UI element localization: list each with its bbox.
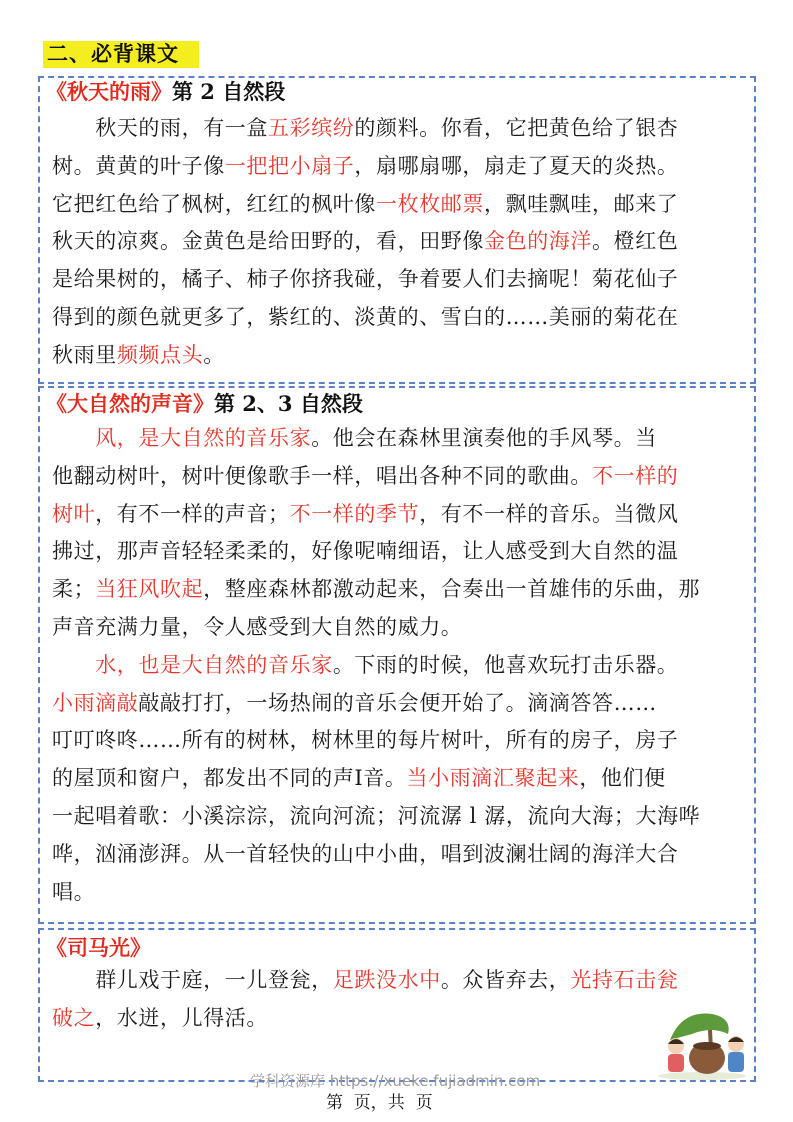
highlighted-phrase: 一把把小扇子 [224,153,355,178]
passage-2-line [52,802,700,830]
passage-2-line [52,462,678,490]
line-text: ，有不一样的音乐。当微风 [419,501,679,526]
highlighted-phrase: 小雨滴敲 [52,690,139,715]
highlighted-phrase: 金色的海洋 [484,229,592,254]
passage-1-line [52,303,678,331]
highlighted-phrase: 一枚枚邮票 [376,191,484,216]
highlighted-phrase: 光持石击瓮 [570,968,679,992]
highlighted-phrase: 当小雨滴汇聚起来 [406,766,580,791]
line-text: ，整座森林都激动起来，合奏出一首雄伟的乐曲，那 [203,577,701,602]
highlighted-phrase: 不一样的季节 [289,501,420,526]
passage-1-line [52,114,678,142]
passage-title-text: 《司马光》 [46,935,151,960]
line-text: 的颜料。你看，它把黄色给了银杏 [354,116,679,140]
line-text: 柔； [52,577,96,602]
line-text: 。橙红色 [592,229,679,254]
highlighted-phrase: 破之 [52,1005,96,1030]
passage-title-suffix: 第 2 自然段 [172,79,286,104]
passage-title-1 [46,78,285,106]
passage-2-line [52,689,657,717]
line-text: 。下雨的时候，他喜欢玩打击乐器。 [332,652,679,677]
passage-2-line [52,764,666,792]
passage-2-line [52,878,95,906]
line-text: 秋天的凉爽。金黄色是给田野的，看，田野像 [52,229,484,254]
footer-page-number: 第 页，共 页 [326,1093,433,1113]
section-header: 二、必背课文 [47,41,179,66]
line-text: 。 [203,342,225,367]
line-text: 。众皆弃去， [440,968,571,992]
line-text: 哗，汹涌澎湃。从一首轻快的山中小曲，唱到波澜壮阔的海洋大合 [52,841,679,866]
passage-title-text: 《秋天的雨》 [46,79,172,104]
highlighted-phrase: 不一样的 [592,463,679,488]
passage-2-line [52,575,700,603]
highlighted-phrase: 当狂风吹起 [95,577,204,602]
passage-1-line [52,227,678,255]
line-text: 秋天的雨，有一盒 [52,116,268,140]
passage-2-line [52,500,678,528]
highlighted-phrase: 树叶 [52,501,96,526]
line-text [52,426,95,450]
passage-1-line [52,190,678,218]
passage-2-line [52,840,678,868]
children-illustration-icon [652,1000,752,1080]
line-text: 得到的颜色就更多了，紫红的、淡黄的、雪白的……美丽的菊花在 [52,305,679,329]
line-text: ，水迸，儿得活。 [95,1005,269,1030]
passage-title-text: 《大自然的声音》 [46,391,214,416]
passage-2-line [52,726,678,754]
line-text: 群儿戏于庭，一儿登瓮， [52,968,333,992]
line-text: 敲敲打打，一场热闹的音乐会便开始了。滴滴答答…… [138,690,657,715]
passage-2-line [52,537,678,565]
passage-title-suffix: 第 2、3 自然段 [214,391,363,416]
passage-title-3 [46,934,151,962]
line-text: ，他们便 [579,766,666,791]
highlighted-phrase: 频频点头 [116,342,204,367]
line-text [52,653,95,677]
passage-2-line [52,613,462,641]
line-text: 是给果树的，橘子、柿子你挤我碰，争着要人们去摘呢！菊花仙子 [52,267,679,292]
highlighted-phrase: 五彩缤纷 [268,116,355,140]
footer-site: 学科资源库 https://xueke.fujiadmin.com [250,1072,541,1090]
line-text: ，扇哪扇哪，扇走了夏天的炎热。 [354,153,679,178]
highlighted-phrase: 风，是大自然的音乐家 [95,426,312,450]
passage-3-line [52,966,678,994]
highlighted-phrase: 水，也是大自然的音乐家 [95,652,333,677]
passage-2-line [52,424,657,452]
line-text: 的屋顶和窗户，都发出不同的声Ⅰ音。 [52,766,407,791]
line-text: 唱。 [52,879,96,904]
passage-1-line [52,265,678,293]
line-text: 秋雨里 [52,342,117,367]
passage-title-2 [46,390,363,418]
highlighted-phrase: 足跌没水中 [332,968,441,992]
line-text: 。他会在森林里演奏他的手风琴。当 [311,426,657,450]
line-text: 树。黄黄的叶子像 [52,153,225,178]
line-text: 声音充满力量，令人感受到大自然的威力。 [52,615,463,639]
passage-3-line [52,1004,268,1032]
passage-1-line [52,152,678,180]
passage-1-line [52,341,225,369]
line-text: 他翻动树叶，树叶便像歌手一样，唱出各种不同的歌曲。 [52,463,592,488]
line-text: ，飘哇飘哇，邮来了 [484,191,679,216]
line-text: 叮叮咚咚……所有的树林，树林里的每片树叶，所有的房子，房子 [52,728,679,753]
line-text: 拂过，那声音轻轻柔柔的，好像呢喃细语，让人感受到大自然的温 [52,539,679,564]
line-text: ，有不一样的声音； [95,501,290,526]
line-text: 一起唱着歌：小溪淙淙，流向河流；河流潺 l 潺，流向大海；大海哗 [52,804,701,828]
line-text: 它把红色给了枫树，红红的枫叶像 [52,191,376,216]
passage-2-line [52,651,678,679]
